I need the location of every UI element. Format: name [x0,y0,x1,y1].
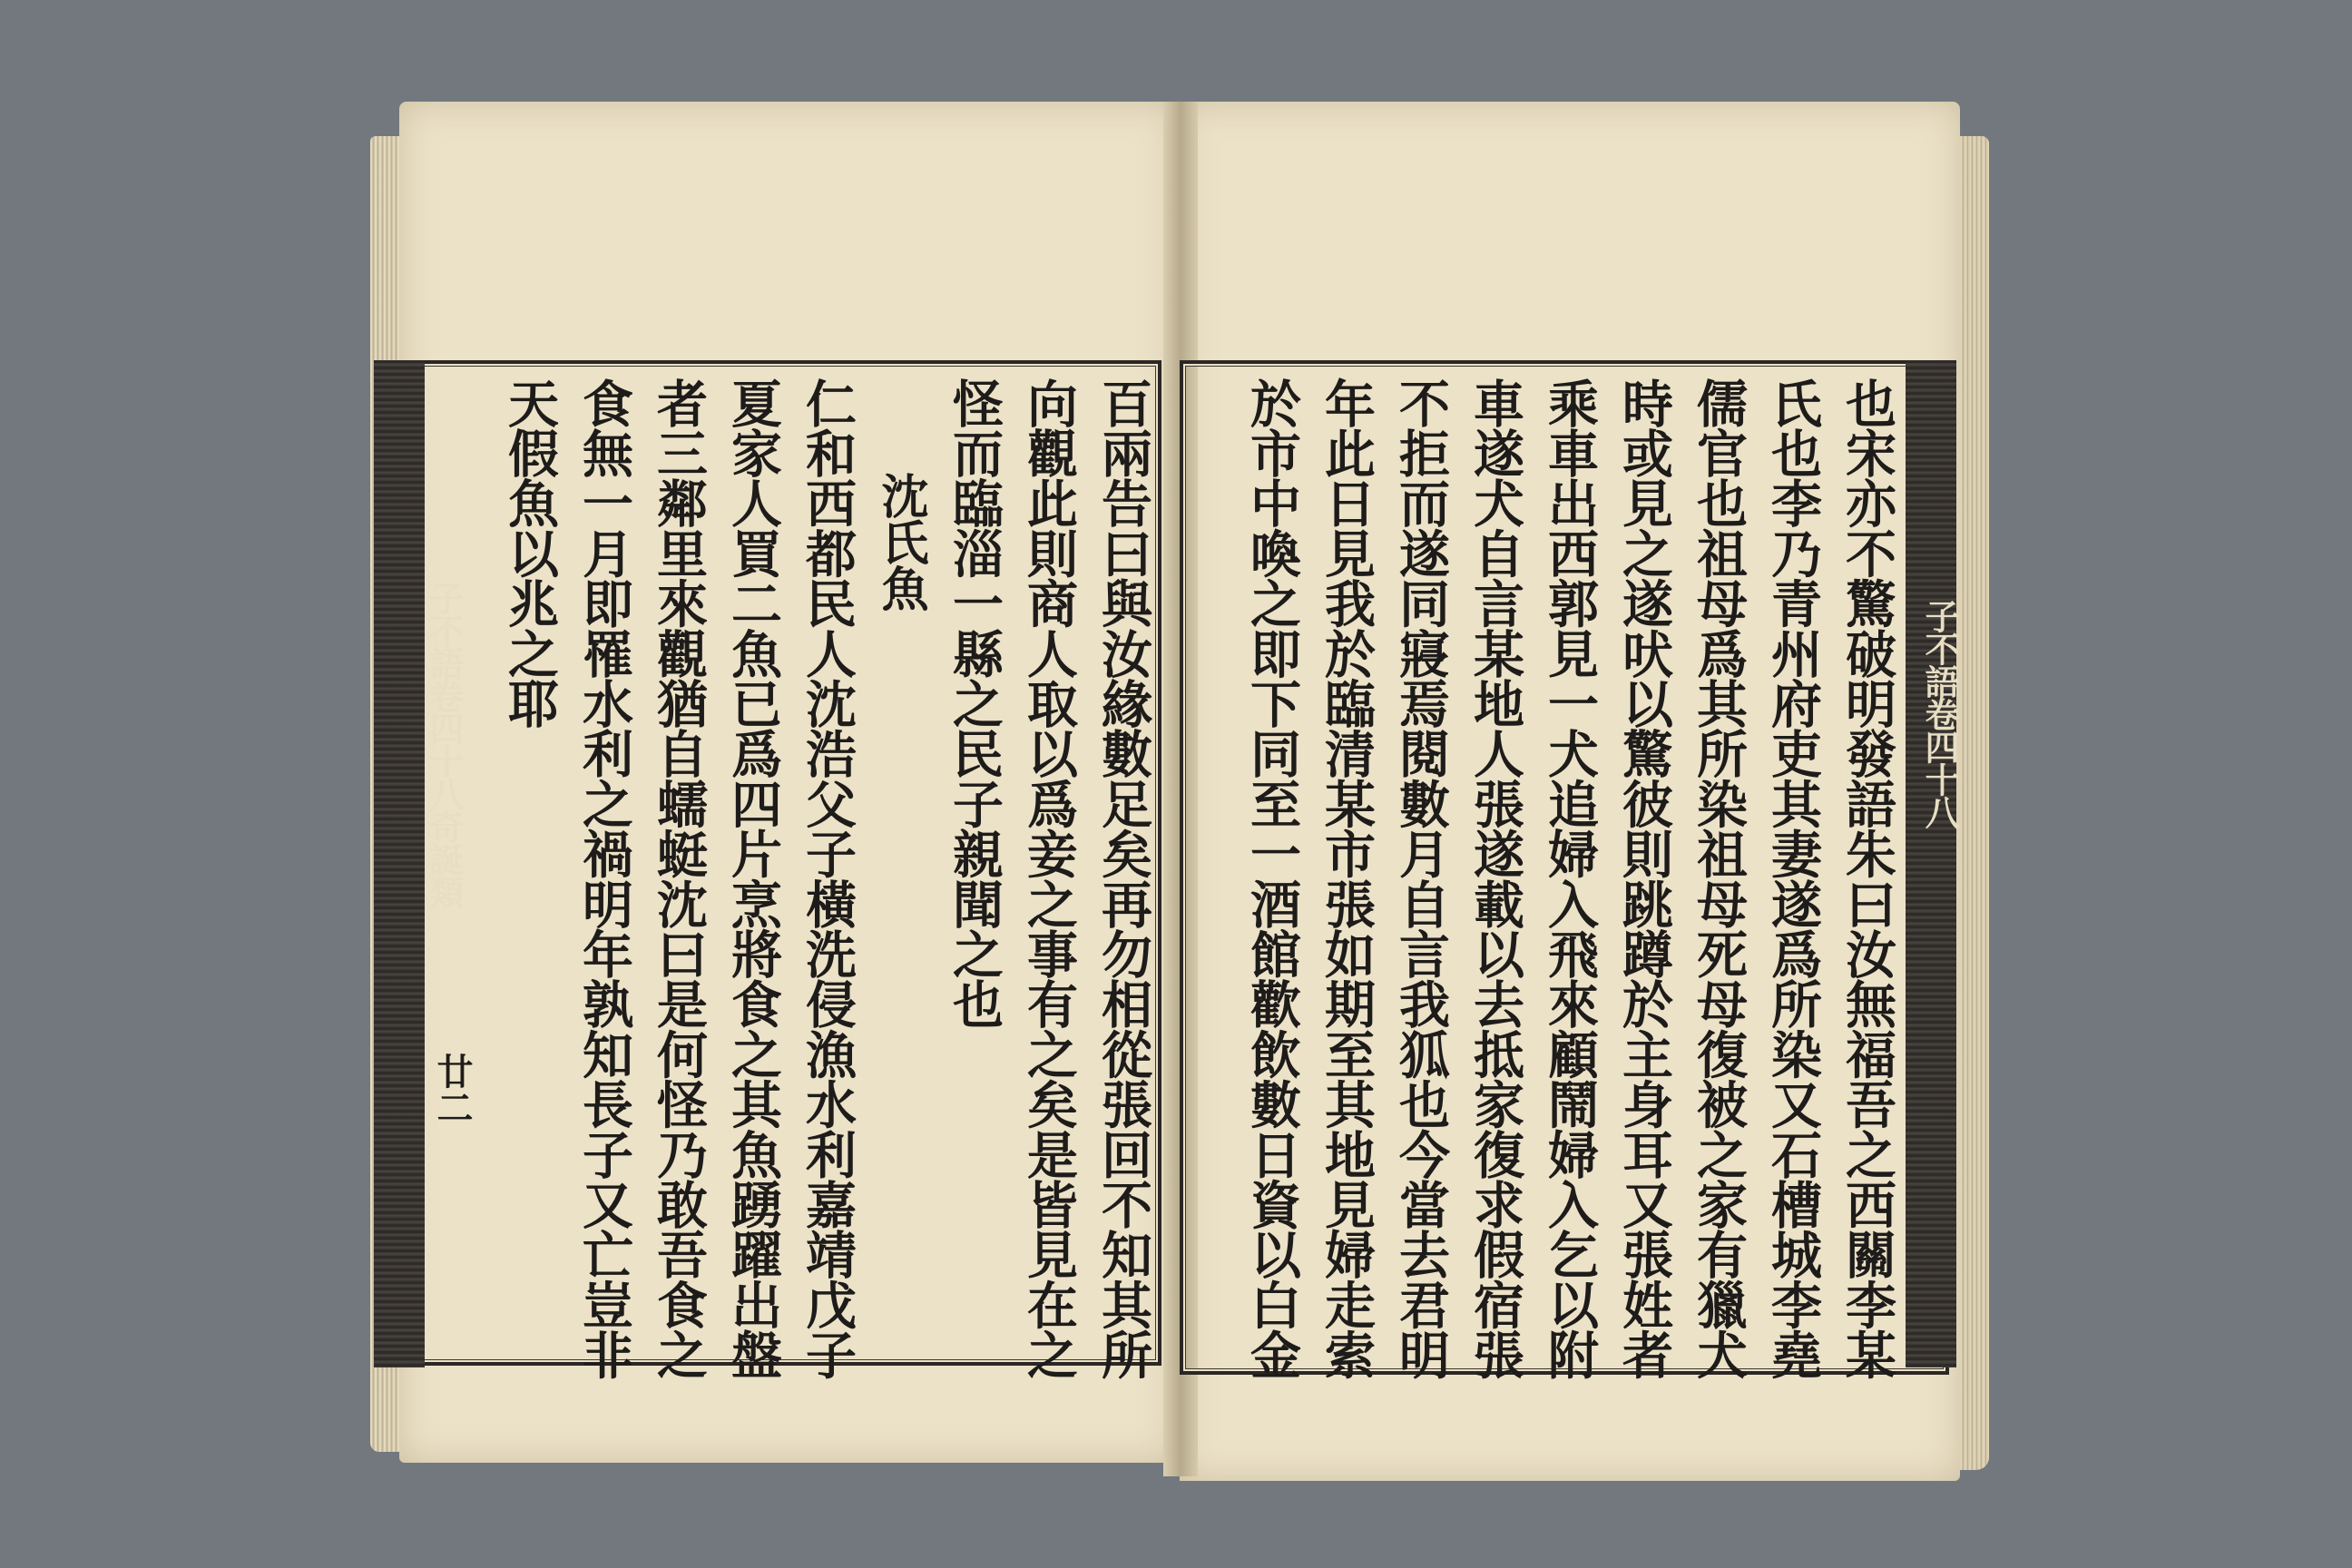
left-col-1: 百兩告曰與汝緣數足矣再勿相從張回不知其所 [1093,377,1153,1380]
left-col-7: 者三鄰里來觀猶自蠕蜓沈曰是何怪乃敢吾食之 [649,377,709,1380]
right-col-5: 乘車出西郭見一犬追婦入飛來顧鬧婦入乞以附 [1540,377,1600,1380]
left-margin-title: 子不語卷四十八奇誕類 [424,581,465,907]
left-col-2: 向觀此則商人取以爲妾之事有之矣是皆見在之 [1019,377,1079,1380]
right-col-9: 於市中喚之即下同至一酒館歡飲數日資以白金 [1242,377,1302,1380]
left-col-4-heading: 沈氏魚 [873,472,928,612]
left-col-6: 夏家人買二魚已爲四片烹將食之其魚踴躍出盤 [723,377,783,1380]
left-col-9: 天假魚以兆之耶 [500,377,560,729]
left-col-5: 仁和西都民人沈浩父子橫洗侵漁水利嘉靖戊子 [798,377,858,1380]
right-margin-title: 子不語卷四十八 [1919,599,1960,828]
right-col-4: 時或見之遂吠以驚彼則跳蹲於主身耳又張姓者 [1614,377,1674,1380]
right-col-6: 車遂犬自言某地人張遂載以去抵家復求假宿張 [1465,377,1525,1380]
left-fore-edge-block [374,360,425,1367]
left-page-number: 廿二 [431,1053,474,1125]
right-col-8: 年此日見我於臨清某市張如期至其地見婦走索 [1317,377,1377,1380]
right-col-1: 也宋亦不驚破明發語朱曰汝無福吾之西關李某 [1838,377,1897,1380]
right-col-2: 氏也李乃青州府吏其妻遂爲所染又石槽城李堯 [1763,377,1823,1380]
left-col-8: 食無一月即罹水利之禍明年孰知長子又亡豈非 [574,377,634,1380]
left-col-3: 怪而臨淄一縣之民子親聞之也 [945,377,1004,1029]
right-col-3: 儒官也祖母爲其所染祖母死母復被之家有獵犬 [1689,377,1749,1380]
right-fore-edge-block [1906,360,1956,1367]
right-col-7: 不拒而遂同寢焉閱數月自言我狐也今當去君明 [1391,377,1451,1380]
